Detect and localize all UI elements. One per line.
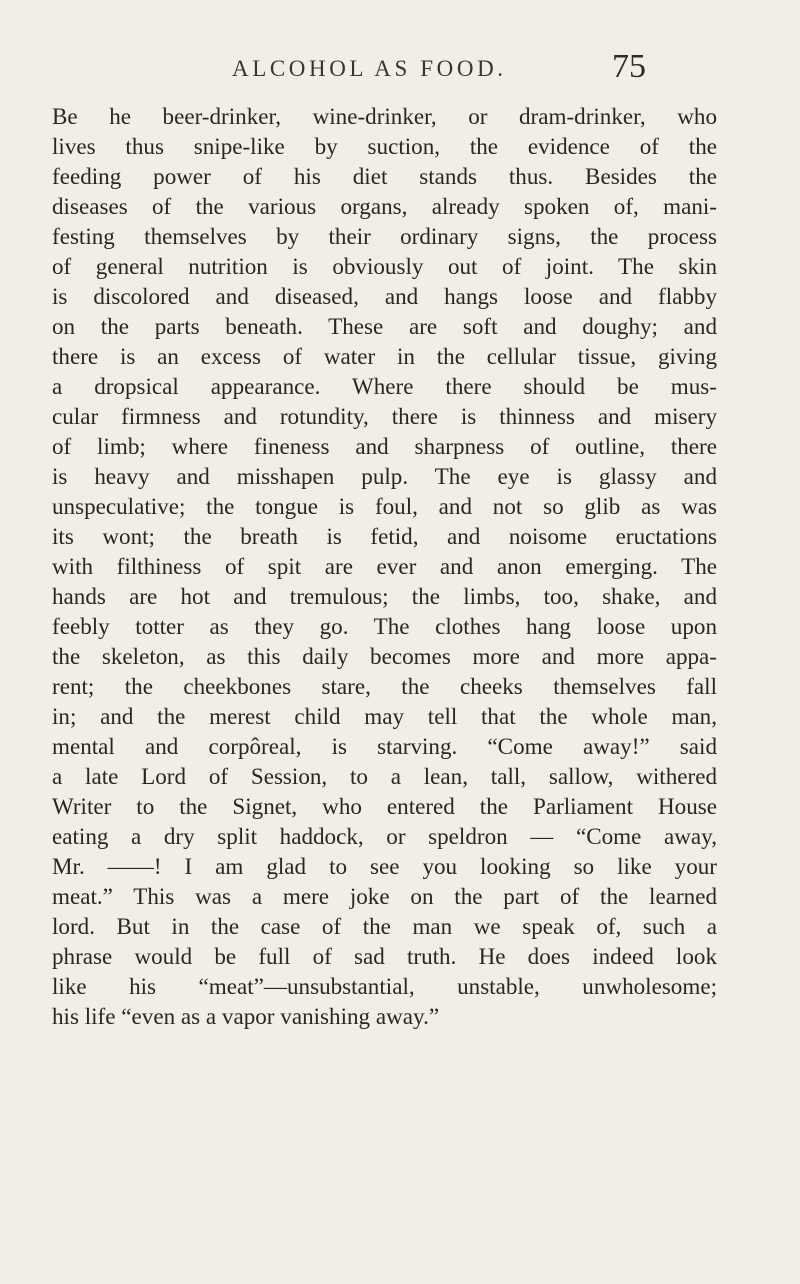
text-line: its wont; the breath is fetid, and noisome eructations <box>52 523 717 549</box>
text-line: phrase would be full of sad truth. He does indeed look <box>52 943 717 969</box>
text-line: Be he beer-drinker, wine-drinker, or dram-drinker, who <box>52 103 717 129</box>
text-line: festing themselves by their ordinary signs, the process <box>52 223 717 249</box>
text-line: cular firmness and rotundity, there is thinness and misery <box>52 403 717 429</box>
text-line: like his “meat”—unsubstantial, unstable, unwholesome; <box>52 973 717 999</box>
body-text <box>52 101 717 1031</box>
text-line: with filthiness of spit are ever and anon emerging. The <box>52 553 717 579</box>
page-number: 75 <box>612 48 646 85</box>
text-line: of general nutrition is obviously out of joint. The skin <box>52 253 717 279</box>
text-line: lives thus snipe-like by suction, the evidence of the <box>52 133 717 159</box>
text-line: feeding power of his diet stands thus. Besides the <box>52 163 717 189</box>
text-line: mental and corpôreal, is starving. “Come away!” said <box>52 733 717 759</box>
text-line: hands are hot and tremulous; the limbs, too, shake, and <box>52 583 717 609</box>
text-line: feebly totter as they go. The clothes hang loose upon <box>52 613 717 639</box>
text-line: of limb; where fineness and sharpness of outline, there <box>52 433 717 459</box>
running-header <box>232 48 646 85</box>
text-line: there is an excess of water in the cellular tissue, giving <box>52 343 717 369</box>
text-line: on the parts beneath. These are soft and doughy; and <box>52 313 717 339</box>
text-line: meat.” This was a mere joke on the part of the learned <box>52 883 717 909</box>
text-line: Writer to the Signet, who entered the Parliament House <box>52 793 717 819</box>
text-line: is discolored and diseased, and hangs loose and flabby <box>52 283 717 309</box>
text-line: is heavy and misshapen pulp. The eye is glassy and <box>52 463 717 489</box>
text-line: his life “even as a vapor vanishing away.” <box>52 1003 440 1029</box>
running-title: ALCOHOL AS FOOD. <box>232 56 507 81</box>
text-line: eating a dry split haddock, or speldron — “Come away, <box>52 823 717 849</box>
text-line: the skeleton, as this daily becomes more and more appa- <box>52 643 717 669</box>
text-line: a dropsical appearance. Where there should be mus- <box>52 373 717 399</box>
text-line: rent; the cheekbones stare, the cheeks themselves fall <box>52 673 717 699</box>
text-line: diseases of the various organs, already spoken of, mani- <box>52 193 717 219</box>
text-line: unspeculative; the tongue is foul, and not so glib as was <box>52 493 717 519</box>
text-line: Mr. ——! I am glad to see you looking so like your <box>52 853 717 879</box>
text-line: lord. But in the case of the man we speak of, such a <box>52 913 717 939</box>
text-line: in; and the merest child may tell that the whole man, <box>52 703 717 729</box>
text-line: a late Lord of Session, to a lean, tall, sallow, withered <box>52 763 717 789</box>
